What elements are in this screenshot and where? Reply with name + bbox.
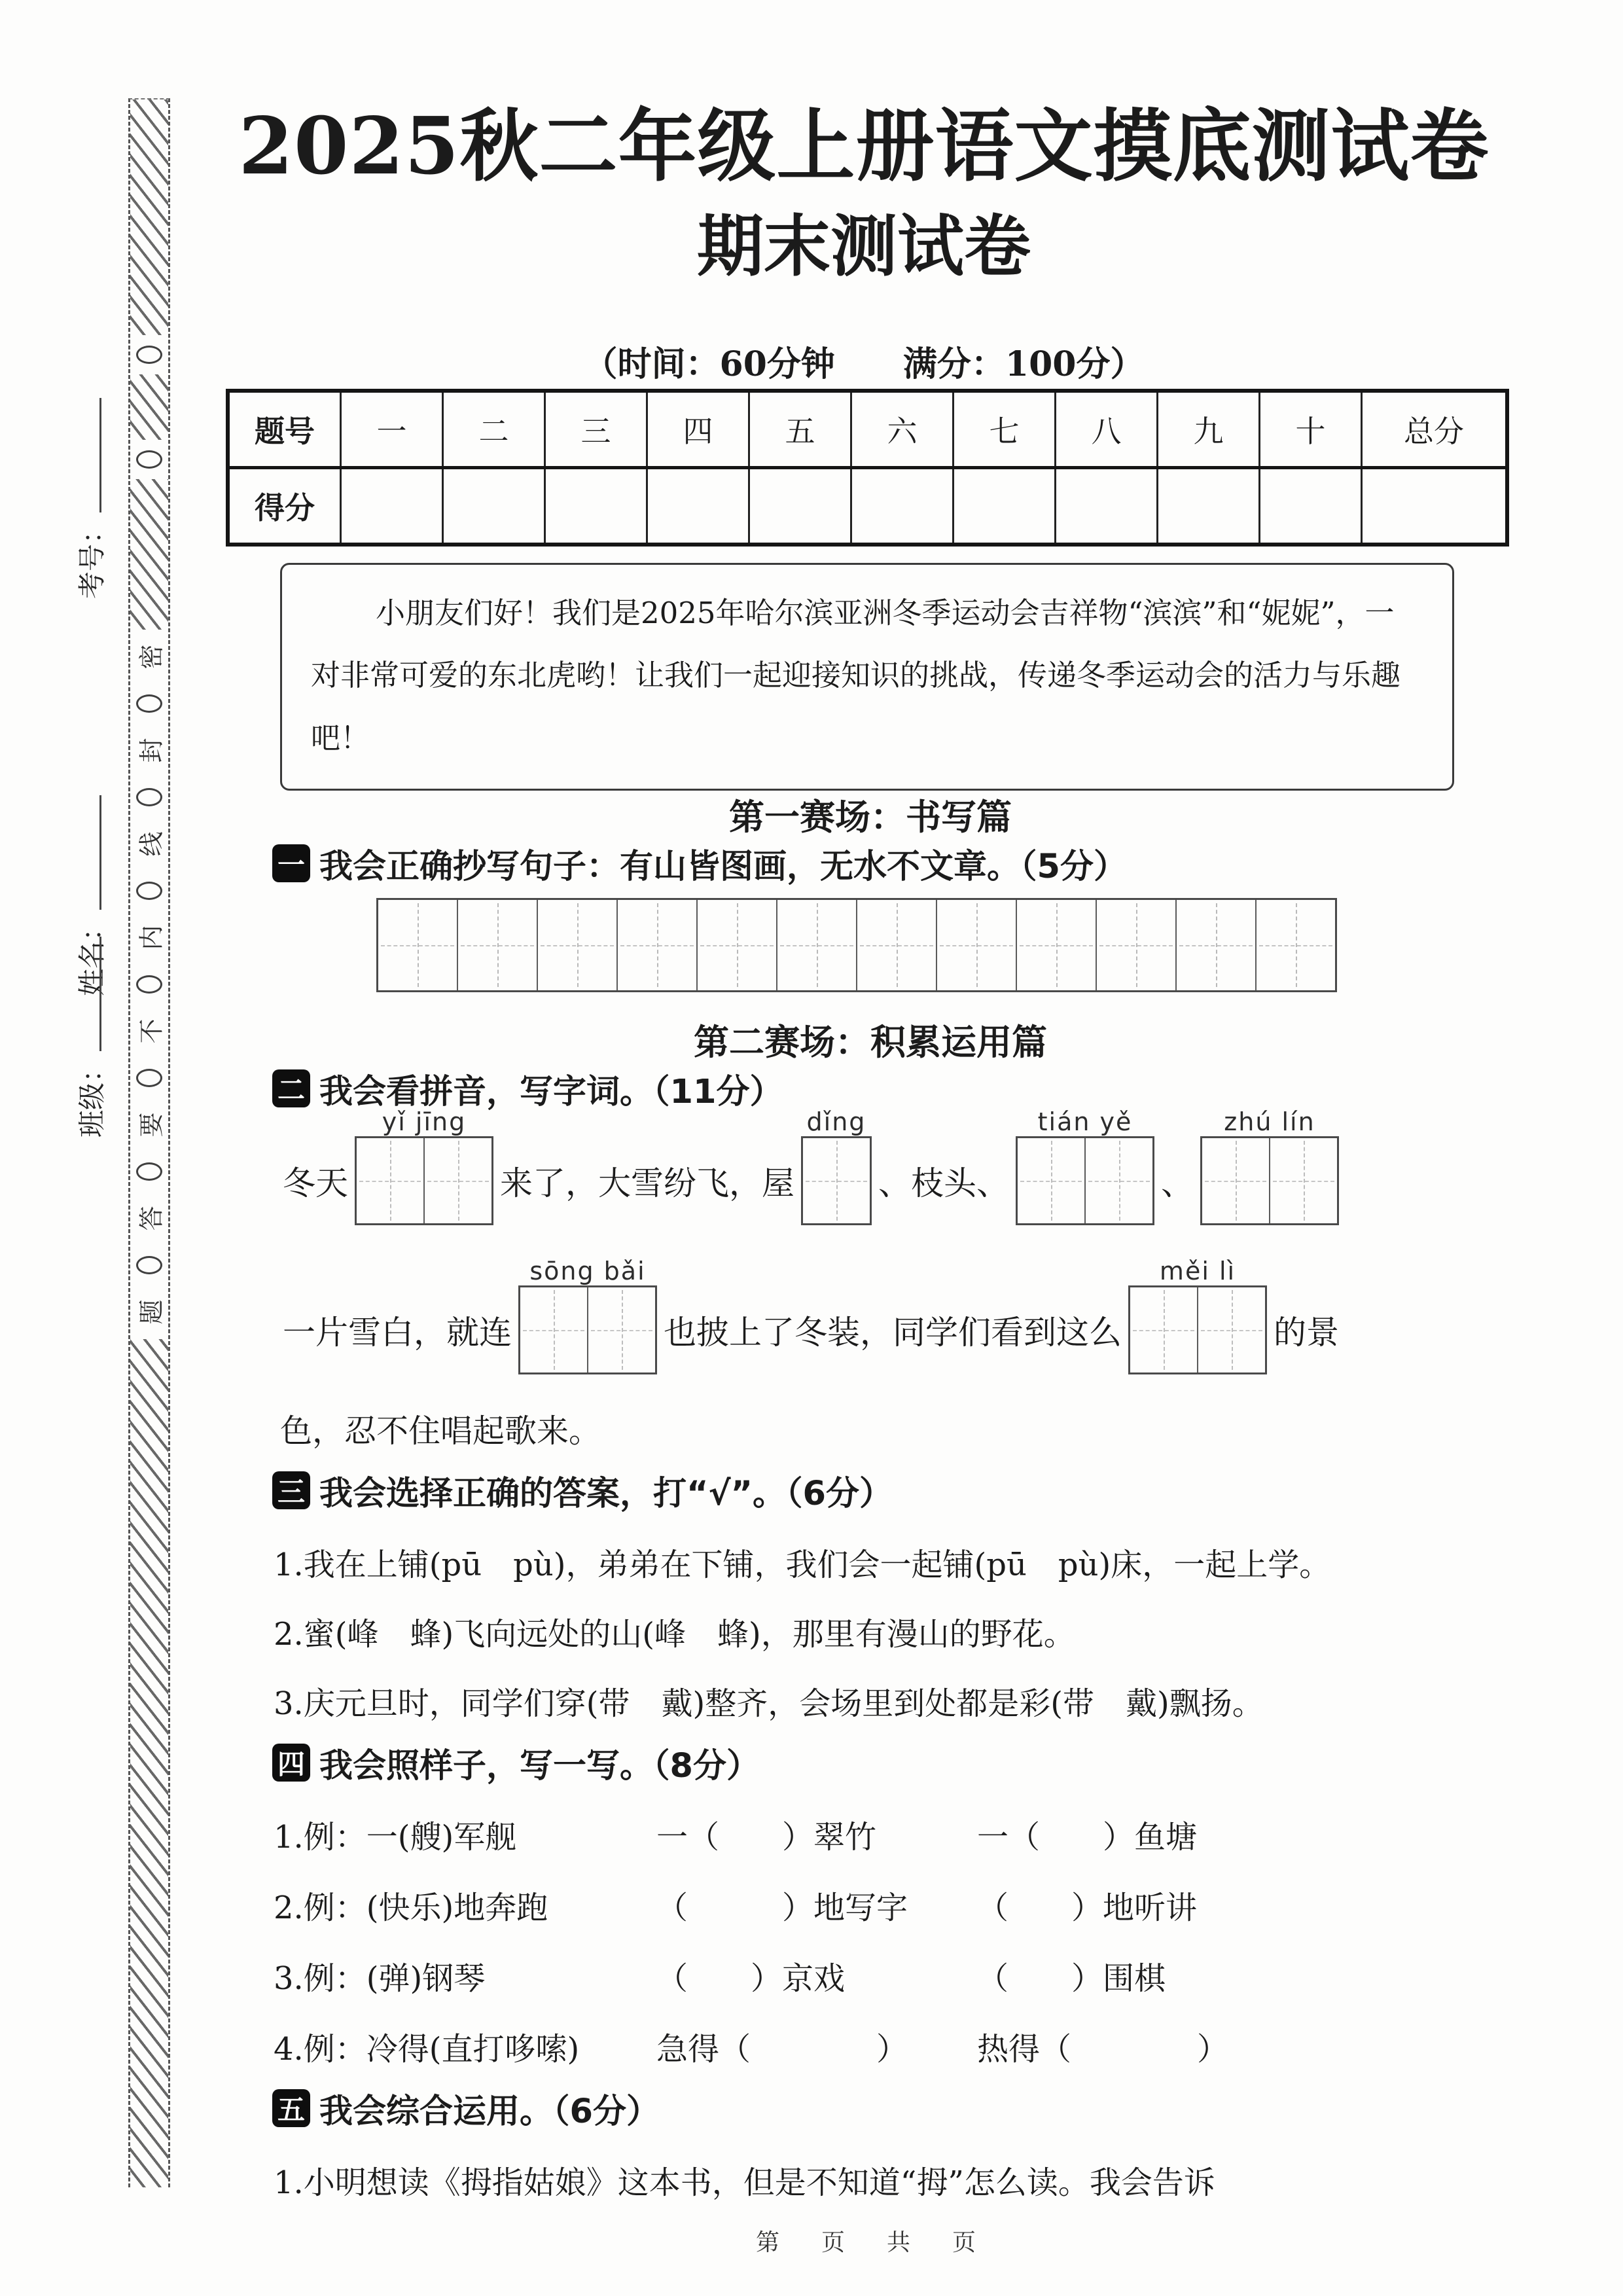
column-header: 二 bbox=[443, 391, 545, 468]
question-1-text: 我会正确抄写句子：有山皆图画，无水不文章。（5分） bbox=[319, 848, 1127, 886]
column-header: 五 bbox=[749, 391, 851, 468]
hatch-pattern bbox=[130, 374, 168, 440]
question-5-badge: 五 bbox=[272, 2089, 310, 2127]
score-cell bbox=[1158, 468, 1260, 545]
pinyin-answer-box bbox=[1200, 1107, 1339, 1225]
total-score-header: 总分 bbox=[1362, 391, 1508, 468]
question-4-text: 我会照样子，写一写。（8分） bbox=[319, 1747, 760, 1785]
score-table-header-row bbox=[228, 391, 1507, 468]
tianzige-cell bbox=[1202, 1138, 1270, 1223]
question-3-item-1: 1.我在上铺(pū pù)，弟弟在下铺，我们会一起铺(pū pù)床，一起上学。 bbox=[274, 1547, 1331, 1583]
column-header: 三 bbox=[545, 391, 647, 468]
score-cell bbox=[954, 468, 1056, 545]
seal-circle bbox=[136, 1162, 162, 1181]
example-item: 2.例：(快乐)地奔跑 bbox=[274, 1890, 548, 1926]
grid-cell bbox=[618, 900, 698, 990]
student-name-label: 姓名： bbox=[76, 913, 108, 996]
sentence-text: 一片雪白，就连 bbox=[283, 1314, 512, 1352]
grid-cell bbox=[857, 900, 937, 990]
question-1-header bbox=[272, 839, 1127, 888]
class-field bbox=[71, 937, 110, 1138]
score-table-score-row bbox=[228, 468, 1507, 545]
question-5-text: 我会综合运用。（6分） bbox=[319, 2092, 660, 2131]
class-blank bbox=[77, 937, 101, 1051]
fill-item: 一（ ）翠竹 bbox=[656, 1819, 877, 1856]
page-footer: 第 页 共 页 bbox=[755, 2229, 985, 2256]
answer-cells bbox=[518, 1285, 657, 1374]
sentence-text: 来了，大雪纷飞，屋 bbox=[500, 1164, 794, 1202]
pinyin-answer-box bbox=[801, 1107, 872, 1225]
score-cell bbox=[1260, 468, 1362, 545]
score-table bbox=[226, 389, 1509, 547]
question-3-text: 我会选择正确的答案，打“√”。（6分） bbox=[319, 1475, 893, 1513]
seal-circle bbox=[136, 882, 162, 900]
class-label: 班级： bbox=[76, 1054, 108, 1138]
section-2-title: 第二赛场：积累运用篇 bbox=[694, 1022, 1047, 1063]
question-2-text: 我会看拼音，写字词。（11分） bbox=[319, 1073, 783, 1111]
score-row-header: 得分 bbox=[228, 468, 341, 545]
paper-subtitle: 期末测试卷 bbox=[697, 207, 1031, 286]
grid-cell bbox=[698, 900, 777, 990]
tianzige-cell bbox=[1270, 1138, 1337, 1223]
question-1-badge: 一 bbox=[272, 844, 310, 882]
hatch-pattern bbox=[130, 479, 168, 630]
pinyin-answer-box bbox=[518, 1257, 657, 1374]
tianzige-cell bbox=[357, 1138, 425, 1223]
seal-character: 要 bbox=[137, 1112, 166, 1138]
question-4-row-1 bbox=[274, 1812, 1197, 1857]
hatch-pattern bbox=[130, 99, 168, 335]
tianzige-cell bbox=[1086, 1138, 1152, 1223]
tianzige-cell bbox=[803, 1138, 870, 1223]
grid-cell bbox=[378, 900, 458, 990]
column-header: 六 bbox=[851, 391, 954, 468]
tianzige-cell bbox=[1018, 1138, 1086, 1223]
seal-circle bbox=[136, 450, 162, 469]
grid-cell bbox=[937, 900, 1017, 990]
answer-cells bbox=[355, 1136, 493, 1225]
pinyin-answer-box bbox=[1016, 1107, 1154, 1225]
exam-number-field bbox=[71, 398, 110, 599]
question-4-row-3 bbox=[274, 1953, 1166, 1998]
score-cell bbox=[1362, 468, 1508, 545]
score-cell bbox=[749, 468, 851, 545]
question-5-header bbox=[272, 2084, 660, 2132]
answer-cells bbox=[1200, 1136, 1339, 1225]
seal-character: 内 bbox=[137, 925, 166, 950]
tianzige-cell bbox=[425, 1138, 491, 1223]
question-4-header bbox=[272, 1738, 760, 1787]
paper-title: 2025秋二年级上册语文摸底测试卷 bbox=[238, 100, 1489, 192]
tianzige-cell bbox=[520, 1287, 588, 1372]
sentence-text: 冬天 bbox=[283, 1164, 348, 1202]
fill-item: （ ）京戏 bbox=[656, 1960, 846, 1997]
sentence-text: 的景 bbox=[1274, 1314, 1339, 1352]
column-header: 一 bbox=[341, 391, 443, 468]
answer-cells bbox=[801, 1136, 872, 1225]
question-3-badge: 三 bbox=[272, 1471, 310, 1509]
time-score-info: （时间：60分钟 满分：100分） bbox=[583, 344, 1145, 384]
grid-cell bbox=[1017, 900, 1097, 990]
tianzige-cell bbox=[1198, 1287, 1265, 1372]
fill-item: 急得（ ） bbox=[656, 2031, 908, 2068]
pinyin-label: měi lì bbox=[1159, 1257, 1236, 1285]
sentence-text: 、 bbox=[1161, 1164, 1194, 1202]
handwriting-grid bbox=[376, 898, 1337, 992]
grid-cell bbox=[538, 900, 618, 990]
seal-character: 不 bbox=[137, 1018, 166, 1044]
pinyin-answer-box bbox=[355, 1107, 493, 1225]
score-cell bbox=[341, 468, 443, 545]
pinyin-label: tián yě bbox=[1037, 1107, 1133, 1136]
column-header: 四 bbox=[647, 391, 749, 468]
question-3-item-2: 2.蜜(峰 蜂)飞向远处的山(峰 蜂)，那里有漫山的野花。 bbox=[274, 1616, 1075, 1653]
question-4-badge: 四 bbox=[272, 1744, 310, 1782]
seal-circle bbox=[136, 975, 162, 994]
seal-circle bbox=[136, 788, 162, 806]
fill-item: （ ）围棋 bbox=[977, 1960, 1166, 1997]
pinyin-label: sōng bǎi bbox=[529, 1257, 646, 1285]
question-3-item-3: 3.庆元旦时，同学们穿(带 戴)整齐，会场里到处都是彩(带 戴)飘扬。 bbox=[274, 1685, 1264, 1722]
column-header: 八 bbox=[1056, 391, 1158, 468]
pinyin-sentence-line-2 bbox=[280, 1257, 1342, 1374]
score-cell bbox=[1056, 468, 1158, 545]
seal-circle bbox=[136, 346, 162, 364]
seal-circle bbox=[136, 1256, 162, 1274]
tianzige-cell bbox=[1130, 1287, 1198, 1372]
question-4-row-2 bbox=[274, 1882, 1197, 1928]
question-3-header bbox=[272, 1466, 893, 1515]
answer-cells bbox=[1016, 1136, 1154, 1225]
hatch-pattern bbox=[130, 1339, 168, 2187]
score-cell bbox=[545, 468, 647, 545]
seal-circle bbox=[136, 694, 162, 713]
sentence-text: 也披上了冬装，同学们看到这么 bbox=[664, 1314, 1122, 1352]
question-4-row-4 bbox=[274, 2024, 1228, 2069]
grid-cell bbox=[1257, 900, 1335, 990]
fill-item: 热得（ ） bbox=[977, 2031, 1229, 2068]
grid-cell bbox=[777, 900, 857, 990]
column-header: 九 bbox=[1158, 391, 1260, 468]
score-cell bbox=[851, 468, 954, 545]
fill-item: 一（ ）鱼塘 bbox=[977, 1819, 1198, 1856]
question-2-badge: 二 bbox=[272, 1069, 310, 1107]
question-2-header bbox=[272, 1064, 783, 1113]
grid-cell bbox=[458, 900, 538, 990]
exam-number-label: 考号： bbox=[76, 516, 108, 599]
pinyin-answer-box bbox=[1128, 1257, 1267, 1374]
fill-item: （ ）地听讲 bbox=[977, 1890, 1198, 1926]
sentence-continuation: 色，忍不住唱起歌来。 bbox=[280, 1412, 601, 1450]
mascot-intro-text: 小朋友们好！我们是2025年哈尔滨亚洲冬季运动会吉祥物“滨滨”和“妮妮”，一对非常可爱的东北虎哟！让我们一起迎接知识的挑战，传递冬季运动会的活力与乐趣吧！ bbox=[311, 596, 1401, 755]
example-item: 3.例：(弹)钢琴 bbox=[274, 1960, 486, 1997]
mascot-intro-box bbox=[280, 563, 1454, 791]
sentence-text: 、枝头、 bbox=[878, 1164, 1009, 1202]
pinyin-label: zhú lín bbox=[1224, 1107, 1315, 1136]
section-1-title: 第一赛场：书写篇 bbox=[729, 797, 1012, 838]
question-5-item-1: 1.小明想读《拇指姑娘》这本书，但是不知道“拇”怎么读。我会告诉 bbox=[274, 2164, 1215, 2201]
seal-character: 题 bbox=[137, 1299, 166, 1325]
seal-character: 答 bbox=[137, 1206, 166, 1231]
score-cell bbox=[443, 468, 545, 545]
pinyin-label: yǐ jīng bbox=[382, 1107, 467, 1136]
seal-circle bbox=[136, 1069, 162, 1087]
question-number-header: 题号 bbox=[228, 391, 341, 468]
seal-line-strip bbox=[128, 98, 170, 2187]
column-header: 十 bbox=[1260, 391, 1362, 468]
score-cell bbox=[647, 468, 749, 545]
column-header: 七 bbox=[954, 391, 1056, 468]
grid-cell bbox=[1097, 900, 1177, 990]
example-item: 4.例：冷得(直打哆嗦) bbox=[274, 2031, 580, 2068]
fill-item: （ ）地写字 bbox=[656, 1890, 908, 1926]
pinyin-sentence-line-1 bbox=[280, 1107, 1343, 1225]
student-name-blank bbox=[77, 795, 101, 910]
grid-cell bbox=[1177, 900, 1257, 990]
exam-number-blank bbox=[77, 398, 101, 512]
seal-character: 密 bbox=[137, 644, 166, 670]
answer-cells bbox=[1128, 1285, 1267, 1374]
tianzige-cell bbox=[588, 1287, 655, 1372]
pinyin-label: dǐng bbox=[806, 1107, 866, 1136]
seal-character: 封 bbox=[137, 738, 166, 763]
example-item: 1.例：一(艘)军舰 bbox=[274, 1819, 517, 1856]
seal-character: 线 bbox=[137, 831, 166, 857]
